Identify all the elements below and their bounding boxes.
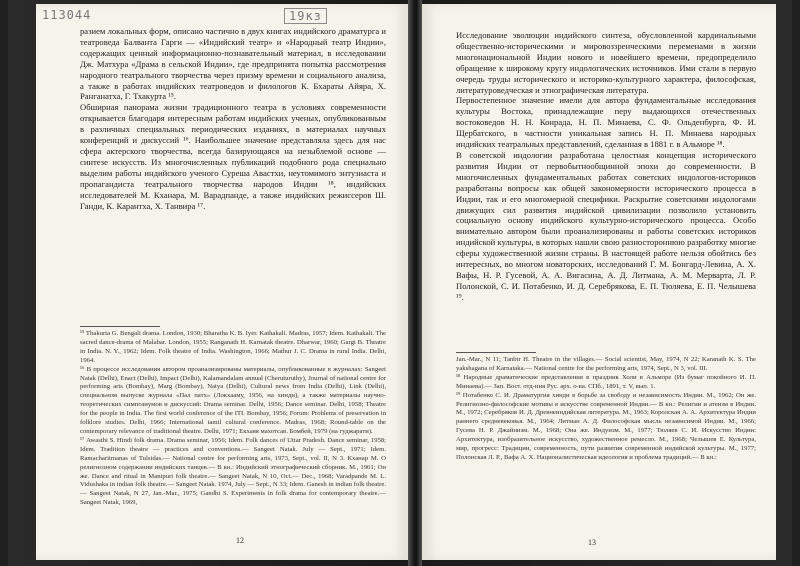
- right-page: [422, 4, 776, 560]
- page-number: 13: [588, 538, 596, 547]
- right-body-text: Исследование эволюции индийского синтеза, обусловленной кардинальными общественно-историческими и мировоззренческими переменами в жизни многонациональной Индии нового и новейшего времени, предопределило обращение к широкому кругу индологических источников. Ими стали в первую очередь труды исторического и историко-культурного характера, философская, литературоведческая и этнографическая литература. Первостепенное значение имели для автора фундаментальные исследования культуры Востока, принадлежащие перу выдающихся отечественных востоковедов Н. Н. Конрада, Н. П. Минаева, С. Ф. Ольденбурга, Ф. И. Щербатского, в частности уникальная запись Н. П. Минаева народных индийских театральных представлений, сделанная в 1881 г. в Альморе ¹⁸. В советской индологии разработана целостная концепция исторического развития Индии от первобытнообщинной эпохи до современности. В многочисленных фундаментальных работах советских индологов-историков разработаны вопросы как общей закономерности исторического процесса в Индии, так и его многомерной специфики. Раскрытие советскими индологами движущих сил развития индийской цивилизации позволило установить социальную основу индийского культурно-исторического процесса. Особо внимательно автором были проанализированы и работы советских историков индийской культуры, в которых нашли свою разностороннюю разработку многие сферы художественной жизни страны. В настоящей работе нельзя обойтись без интересных, во многом новаторских, исследований Г. М. Бонгард-Левина, А. Х. Вафы, Н. Р. Гусевой, А. А. Вигасина, А. Д. Литмана, А. М. Мерварта, Л. Р. Полонской, С. И. Потабенко, И. Д. Серебрякова, Е. П. Тюляева, Е. П. Челышева ¹⁹.: [456, 30, 756, 302]
- shelf-code-stamp: 19кз: [284, 8, 327, 24]
- book-spine: [408, 0, 422, 566]
- left-body-text: разием локальных форм, описано частично в двух книгах индийского драматурга и театроведа Балванта Гарги — «Индийский театр» и «Народный театр Индии», содержащих ценный информационно-познавательный материал, в исследовании Дж. Матхура «Драма в сельской Индии», где предпринята попытка рассмотрения народного театрального творчества через призму времени и социального анализа, а также в работах индийских театроведов и филологов К. Бхараты Айяра, Х. Ранганатха, Г. Тхакурта ¹⁵. Обширная панорама жизни традиционного театра в условиях современности открывается благодаря интересным работам индийских ученых, опубликованным в различных специальных периодических изданиях, в материалах научных конференций и дискуссий ¹⁶. Наибольшее значение представляла здесь для нас сфера актерского творчества, всегда базирующаяся на незыблемой основе — синтезе искусств. Из многочисленных публикаций подобного рода специально выделим работы индийского ученого Суреша Авастхи, неутомимого энтузиаста и пропагандиста театрального творчества народов Индии ¹⁸, индийских исследователей М. Кханара, М. Варадпанде, а также индийских режиссеров Ш. Ганди, К. Карантха, Х. Танвира ¹⁷.: [80, 26, 386, 211]
- left-footnotes: ¹⁵ Thakurta G. Bengali drama. London, 1930; Bharatha K. B. Iyer. Kathakali. Madras, 1957; Idem. Kathakali. The sacred dance-drama of Malabar. London, 1955; Ranganath H. Karnatak theatre. Dharwar, 1960; Gargi B. Theatre in India. N. Y., 1962; Idem. Folk theatre of India. Washington, 1966; Mathur J. C. Drama in rural India. Delhi, 1964. ¹⁶ В процессе исследования автором проанализированы материалы, опубликованные в журналах: Sangeet Natak (Delhi), Enact (Delhi), Impact (Delhi), Kalamandalam annual (Cheruturuthy), Journal of national centre for performing arts (Bombay), Marg (Bombay), Natya (Delhi), Cultural news from India (Delhi), Link (Delhi), специальном выпуске журнала «Пал патх» (Локхааму, 1956, на хинди), а также материалы научно-теоретических симпозиумов и дискуссий: Drama seminar. Delhi, 1956; Dance seminar. Delhi, 1958; Theatre for the people in India. The first world conference of the ITI. Bombay, 1956; Forum: Problems of preservation in folklore studies. Delhi, 1966; International tamil cultural conference. Madras, 1968; Round-table on the contemporary relevance of traditional theatre. Delhi, 1971; Екхаяя махотсав. Бомбей, 1979 (на гуджарати). ¹⁷ Awasthi S. Hindi folk drama. Drama seminar, 1956; Idem. Folk dances of Uttar Pradesh. Dance seminar, 1958; Idem. Tradition theatre — practices and conventions.— Sangeet Natak. July — Sept., 1971; Idem. Ramacharitmanas of Tulsidas.— National centre for performing arts, 1973, Sept., vol. II, N 3. Кханар М. О религиозном содержании индийских танцев.— В кн.: Индийский этнографический сборник. М., 1961; Он же. Dance and ritual in Manipuri folk theatre.— Sangeet Natak, N 10, Oct.— Dec., 1968; Varadpande M. L. Vidushaka in indian folk theatre.— Sangeet Natak. 1974, July — Sept., N 33; Idem. Ganesh in indian folk theatre.— Sangeet Natak, N 27, Jan.-Mar., 1975; Gandhi S. Experiments in folk drama for contemporary theatre.— Sangeet Natak, 1969,: [80, 330, 386, 507]
- footnote-rule: [80, 326, 160, 327]
- footnote-rule: [456, 352, 536, 353]
- inventory-stamp: 113044: [42, 8, 92, 22]
- page-number: 12: [236, 536, 244, 545]
- right-footnotes: Jan.-Mar., N 11; Tanbir H. Theatre in the villages.— Social scientist, May, 1974, N 22; Karanath K. S. The yakshagana of Karnataka.— National centre for the performing arts, 1974, Sept., N 3, vol. III. ¹⁸ Народные драматические представления в праздник Холи в Альморе (Из бумаг покойного И. П. Минаева).— Зап. Вост. отд-ния Рус. арх. о-ва. СПб., 1891, т. V, вып. 1. ¹⁹ Потабенко С. И. Драматургия хинди в борьбе за свободу и независимость Индии. М., 1962; Он же. Религиозно-философские мотивы в искусстве современной Индии.— В кн.: Религии и атеизм в Индии. М., 1972; Серебряков И. Д. Древнеиндийская литература. М., 1963; Королская А. А. Архитектура Индии раннего средневековья. М., 1964; Литман А. Д. Философская мысль независимой Индии. М., 1966; Гусева Н. Р. Джайнизм. М., 1968; Она же. Индуизм. М., 1977; Тюляев С. И. Искусство Индии: Архитектура, изобразительное искусство, художественное ремесло. М., 1968; Челышев Е. Культура, мир, прогресс: Традиции, современность, пути развития современной индийской культуры. М., 1977; Полонская Л. Р., Вафа А. Х. Националистическая идеология и проблема традиций.— В кн.:: [456, 356, 756, 461]
- left-page: [36, 4, 408, 560]
